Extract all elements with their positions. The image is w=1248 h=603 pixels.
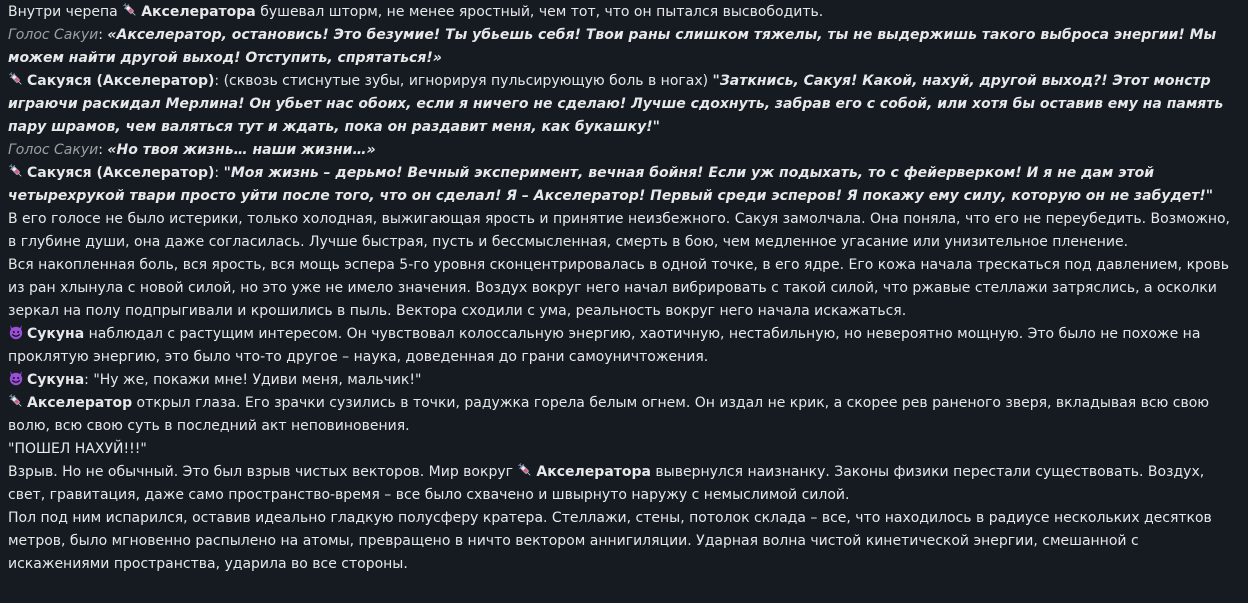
syringe-icon xyxy=(122,2,138,18)
narration-text: Пол под ним испарился, оставив идеально гладкую полусферу кратера. Стеллажи, стены, потолок склада – все, что находилось в радиусе нескольких десятков метров, было мгновенно распылено на атомы, превращено в ничто вектором аннигиляции. Ударная волна чистой кинетической энергии, смешанной с искажениями пространства, ударила во все стороны. xyxy=(8,510,1212,572)
separator: : xyxy=(98,27,108,43)
character-name: Акселератора xyxy=(536,464,651,480)
dialogue-line xyxy=(8,24,1234,70)
narration-text: Вся накопленная боль, вся ярость, вся мощь эспера 5-го уровня сконцентрировалась в одной точке, в его ядре. Его кожа начала трескаться под давлением, кровь из ран хлынула с новой силой, но это уже не имело значения. Воздух вокруг него начал вибрировать с такой силой, что ржавые стеллажи затряслись, а осколки зеркал на полу подпрыгивали и крошились в пыль. Вектора сходили с ума, реальность вокруг него начала искажаться. xyxy=(8,257,1229,319)
separator: : xyxy=(214,165,224,181)
speaker-name: Сакуяся (Акселератор) xyxy=(27,73,215,89)
speaker-name: Голос Сакуи xyxy=(8,27,99,43)
dialogue-text: : "Ну же, покажи мне! Удиви меня, мальчик!" xyxy=(84,372,422,388)
shout-line xyxy=(8,438,1234,461)
narration-paragraph xyxy=(8,254,1234,323)
narration-text: В его голосе не было истерики, только холодная, выжигающая ярость и принятие неизбежного. Сакуя замолчала. Она поняла, что его не переубедить. Возможно, в глубине души, она даже согласилась. Лучше быстрая, пусть и бессмысленная, смерть в бою, чем медленное угасание или унизительное пленение. xyxy=(8,211,1231,250)
shout-text: "ПОШЕЛ НАХУЙ!!!" xyxy=(8,441,147,457)
speaker-name: Сукуна xyxy=(27,372,85,388)
narration-paragraph xyxy=(8,507,1234,576)
dialogue-line xyxy=(8,369,1234,392)
dialogue-line xyxy=(8,162,1234,208)
chat-transcript xyxy=(0,1,1248,603)
dialogue-line xyxy=(8,70,1234,139)
separator: : xyxy=(98,142,108,158)
narration-paragraph xyxy=(8,1,1234,24)
narration-text: вывернулся наизнанку. Законы физики перестали существовать. Воздух, свет, гравитация, даже само пространство-время – все было схвачено и швырнуто наружу с немыслимой силой. xyxy=(8,464,1205,503)
syringe-icon xyxy=(8,393,24,409)
smiling-devil-icon xyxy=(8,370,24,386)
dialogue-quote: "Моя жизнь – дерьмо! Вечный эксперимент, вечная бойня! Если уж подыхать, то с фейерверком! И я не дам этой четырехрукой твари просто уйти после того, что он сделал! Я – Акселератор! Первый среди эсперов! Я покажу ему силу, которую он не забудет!" xyxy=(8,165,1214,204)
syringe-icon xyxy=(8,71,24,87)
narration-text: наблюдал с растущим интересом. Он чувствовал колоссальную энергию, хаотичную, нестабильную, но невероятно мощную. Это было не похоже на проклятую энергию, это было что-то другое – наука, доведенная до грани самоуничтожения. xyxy=(8,326,1201,365)
character-name: Сукуна xyxy=(27,326,85,342)
narration-text: Взрыв. Но не обычный. Это был взрыв чистых векторов. Мир вокруг xyxy=(8,464,518,480)
dialogue-quote: "Заткнись, Сакуя! Какой, нахуй, другой выход?! Этот монстр играючи раскидал Мерлина! Он убьет нас обоих, если я ничего не сделаю! Лучше сдохнуть, забрав его с собой, или хотя бы оставив ему на память пару шрамов, чем валяться тут и ждать, пока он раздавит меня, как букашку!" xyxy=(8,73,1224,135)
narration-paragraph xyxy=(8,461,1234,507)
syringe-icon xyxy=(517,462,533,478)
character-name: Акселератора xyxy=(141,4,256,20)
narration-text: Внутри черепа xyxy=(8,4,123,20)
speaker-name: Голос Сакуи xyxy=(8,142,99,158)
narration-paragraph xyxy=(8,392,1234,438)
character-name: Акселератор xyxy=(27,395,133,411)
narration-text: бушевал шторм, не менее яростный, чем тот, что он пытался высвободить. xyxy=(255,4,824,20)
stage-direction: : (сквозь стиснутые зубы, игнорируя пульсирующую боль в ногах) xyxy=(214,73,713,89)
narration-text: открыл глаза. Его зрачки сузились в точки, радужка горела белым огнем. Он издал не крик, а скорее рев раненого зверя, вкладывая всю свою волю, всю свою суть в последний акт неповиновения. xyxy=(8,395,1210,434)
dialogue-line xyxy=(8,139,1234,162)
smiling-devil-icon xyxy=(8,324,24,340)
syringe-icon xyxy=(8,163,24,179)
speaker-name: Сакуяся (Акселератор) xyxy=(27,165,215,181)
dialogue-quote: «Но твоя жизнь… наши жизни…» xyxy=(107,142,376,158)
narration-paragraph xyxy=(8,208,1234,254)
dialogue-quote: «Акселератор, остановись! Это безумие! Ты убьешь себя! Твои раны слишком тяжелы, ты не выдержишь такого выброса энергии! Мы можем найти другой выход! Отступить, спрятаться!» xyxy=(8,27,1217,66)
narration-paragraph xyxy=(8,323,1234,369)
